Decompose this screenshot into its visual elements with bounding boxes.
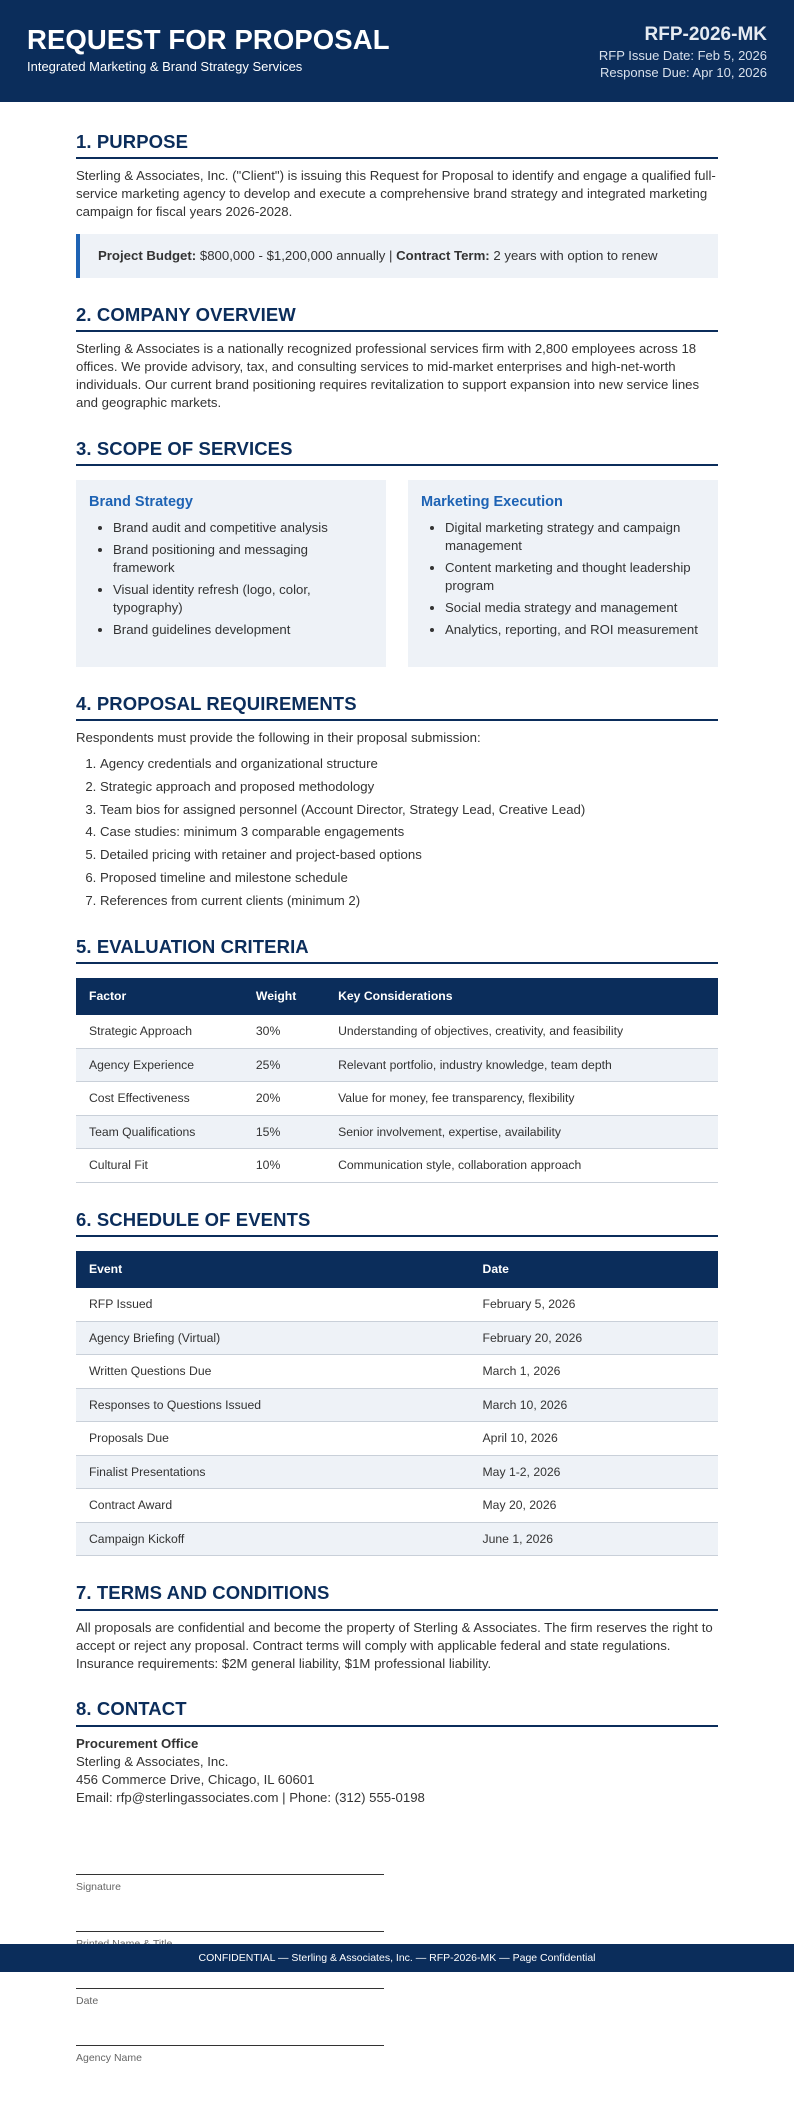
contact-email-phone: Email: rfp@sterlingassociates.com | Phone: (312) 555-0198 — [76, 1789, 425, 1805]
list-item: • Digital marketing strategy and campaign management — [445, 519, 705, 555]
rfp-number: RFP-2026-MK — [644, 24, 767, 45]
list-item: 5. Detailed pricing with retainer and project-based options — [100, 846, 718, 864]
table-row — [76, 1082, 718, 1116]
agency-name-label: Agency Name — [76, 2052, 142, 2065]
table-cell: Cultural Fit — [76, 1149, 243, 1183]
table-cell: June 1, 2026 — [470, 1522, 718, 1556]
document-body — [0, 129, 794, 2102]
signature-line — [76, 1988, 384, 1989]
scope-columns — [76, 480, 718, 667]
table-cell: Strategic Approach — [76, 1015, 243, 1049]
list-item: 3. Team bios for assigned personnel (Account Director, Strategy Lead, Creative Lead) — [100, 801, 718, 819]
section-heading-schedule: 6. SCHEDULE OF EVENTS — [76, 1207, 718, 1237]
column-header: Event — [76, 1251, 470, 1288]
table-cell: Contract Award — [76, 1489, 470, 1523]
list-item: • Brand guidelines development — [113, 621, 373, 639]
evaluation-table — [76, 978, 718, 1183]
document-title: REQUEST FOR PROPOSAL — [27, 24, 390, 55]
section-heading-overview: 2. COMPANY OVERVIEW — [76, 302, 718, 332]
section-heading-requirements: 4. PROPOSAL REQUIREMENTS — [76, 691, 718, 721]
table-row — [76, 1355, 718, 1389]
table-cell: March 10, 2026 — [470, 1388, 718, 1422]
table-cell: April 10, 2026 — [470, 1422, 718, 1456]
table-cell: Agency Briefing (Virtual) — [76, 1321, 470, 1355]
scope-column-title: Marketing Execution — [421, 494, 563, 511]
list-item: • Analytics, reporting, and ROI measurement — [445, 621, 705, 639]
table-cell: 20% — [243, 1082, 325, 1116]
table-cell: Agency Experience — [76, 1048, 243, 1082]
budget-label: Project Budget: — [98, 248, 197, 264]
document-subtitle: Integrated Marketing & Brand Strategy Services — [27, 58, 303, 74]
list-item: 1. Agency credentials and organizational structure — [100, 755, 718, 773]
date-label: Date — [76, 1995, 99, 2008]
table-cell: Value for money, fee transparency, flexibility — [325, 1082, 718, 1116]
table-row — [76, 1422, 718, 1456]
list-item: • Brand audit and competitive analysis — [113, 519, 373, 537]
contract-term-label: Contract Term: — [396, 248, 490, 264]
signature-label: Signature — [76, 1881, 121, 1894]
signature-field[interactable] — [76, 1874, 384, 1931]
budget-value: $800,000 - $1,200,000 annually | — [199, 248, 393, 264]
section-heading-evaluation: 5. EVALUATION CRITERIA — [76, 934, 718, 964]
table-row — [76, 1455, 718, 1489]
table-row — [76, 1388, 718, 1422]
section-heading-purpose: 1. PURPOSE — [76, 129, 718, 159]
table-cell: May 1-2, 2026 — [470, 1455, 718, 1489]
scope-column-brand-strategy — [76, 480, 386, 667]
column-header: Key Considerations — [325, 978, 718, 1015]
header-meta-block — [599, 24, 767, 102]
list-item: • Visual identity refresh (logo, color, typography) — [113, 581, 373, 617]
document-header — [0, 0, 794, 102]
table-header-row — [76, 1251, 718, 1288]
column-header: Date — [470, 1251, 718, 1288]
header-title-block — [27, 24, 390, 102]
table-cell: Proposals Due — [76, 1422, 470, 1456]
table-row — [76, 1522, 718, 1556]
table-cell: 10% — [243, 1149, 325, 1183]
column-header: Factor — [76, 978, 243, 1015]
requirements-list — [100, 755, 718, 909]
purpose-text: Sterling & Associates, Inc. ("Client") is issuing this Request for Proposal to identify and engage a qualified full-service marketing agency to develop and execute a comprehensive brand strategy and integrated marketing campaign for fiscal years 2026-2028. — [76, 168, 716, 220]
overview-text: Sterling & Associates is a nationally recognized professional services firm with 2,800 employees across 18 offices. We provide advisory, tax, and consulting services to mid-market enterprises and high-net-worth individuals. Our current brand positioning requires revitalization to support expansion into new service lines and geographic markets. — [76, 341, 700, 410]
table-cell: March 1, 2026 — [470, 1355, 718, 1389]
contact-company: Sterling & Associates, Inc. — [76, 1753, 229, 1769]
table-cell: 15% — [243, 1115, 325, 1149]
table-cell: Communication style, collaboration approach — [325, 1149, 718, 1183]
list-item: 4. Case studies: minimum 3 comparable engagements — [100, 823, 718, 841]
signature-line — [76, 1874, 384, 1875]
table-cell: Relevant portfolio, industry knowledge, team depth — [325, 1048, 718, 1082]
table-cell: Responses to Questions Issued — [76, 1388, 470, 1422]
agency-name-field[interactable] — [76, 2045, 384, 2102]
contact-office: Procurement Office — [76, 1735, 199, 1751]
terms-text: All proposals are confidential and become the property of Sterling & Associates. The firm reserves the right to accept or reject any proposal. Contract terms will comply with applicable federal and state regulations. Insurance requirements: $2M general liability, $1M professional liability. — [76, 1619, 713, 1671]
scope-list — [113, 519, 373, 639]
table-cell: May 20, 2026 — [470, 1489, 718, 1523]
signature-line — [76, 1931, 384, 1932]
list-item: 2. Strategic approach and proposed methodology — [100, 778, 718, 796]
table-row — [76, 1288, 718, 1322]
table-row — [76, 1048, 718, 1082]
scope-column-title: Brand Strategy — [89, 494, 193, 511]
table-row — [76, 1149, 718, 1183]
contract-term-value: 2 years with option to renew — [493, 248, 658, 264]
date-field[interactable] — [76, 1988, 384, 2045]
table-cell: Finalist Presentations — [76, 1455, 470, 1489]
table-cell: 30% — [243, 1015, 325, 1049]
section-heading-scope: 3. SCOPE OF SERVICES — [76, 436, 718, 466]
page-footer: CONFIDENTIAL — Sterling & Associates, Inc. — RFP-2026-MK — Page Confidential — [0, 1944, 794, 1972]
scope-column-marketing-execution — [408, 480, 718, 667]
signature-line — [76, 2045, 384, 2046]
list-item: 7. References from current clients (minimum 2) — [100, 892, 718, 910]
table-row — [76, 1321, 718, 1355]
list-item: • Social media strategy and management — [445, 599, 705, 617]
signature-block — [76, 1874, 718, 2102]
table-row — [76, 1489, 718, 1523]
issue-date: RFP Issue Date: Feb 5, 2026 — [598, 47, 767, 63]
table-cell: Written Questions Due — [76, 1355, 470, 1389]
table-cell: Understanding of objectives, creativity, and feasibility — [325, 1015, 718, 1049]
list-item: 6. Proposed timeline and milestone schedule — [100, 869, 718, 887]
column-header: Weight — [243, 978, 325, 1015]
response-due-date: Response Due: Apr 10, 2026 — [600, 65, 767, 81]
section-heading-terms: 7. TERMS AND CONDITIONS — [76, 1580, 718, 1610]
table-row — [76, 1115, 718, 1149]
table-cell: February 20, 2026 — [470, 1321, 718, 1355]
table-cell: Senior involvement, expertise, availability — [325, 1115, 718, 1149]
list-item: • Brand positioning and messaging framework — [113, 541, 373, 577]
table-cell: Cost Effectiveness — [76, 1082, 243, 1116]
schedule-table — [76, 1251, 718, 1557]
contact-block — [76, 1735, 718, 1807]
table-row — [76, 1015, 718, 1049]
table-cell: Team Qualifications — [76, 1115, 243, 1149]
table-cell: RFP Issued — [76, 1288, 470, 1322]
contact-address: 456 Commerce Drive, Chicago, IL 60601 — [76, 1771, 315, 1787]
table-cell: Campaign Kickoff — [76, 1522, 470, 1556]
budget-callout — [76, 234, 718, 278]
requirements-intro: Respondents must provide the following in their proposal submission: — [76, 730, 481, 746]
list-item: • Content marketing and thought leadership program — [445, 559, 705, 595]
section-heading-contact: 8. CONTACT — [76, 1696, 718, 1726]
table-header-row — [76, 978, 718, 1015]
table-cell: 25% — [243, 1048, 325, 1082]
scope-list — [445, 519, 705, 639]
table-cell: February 5, 2026 — [470, 1288, 718, 1322]
